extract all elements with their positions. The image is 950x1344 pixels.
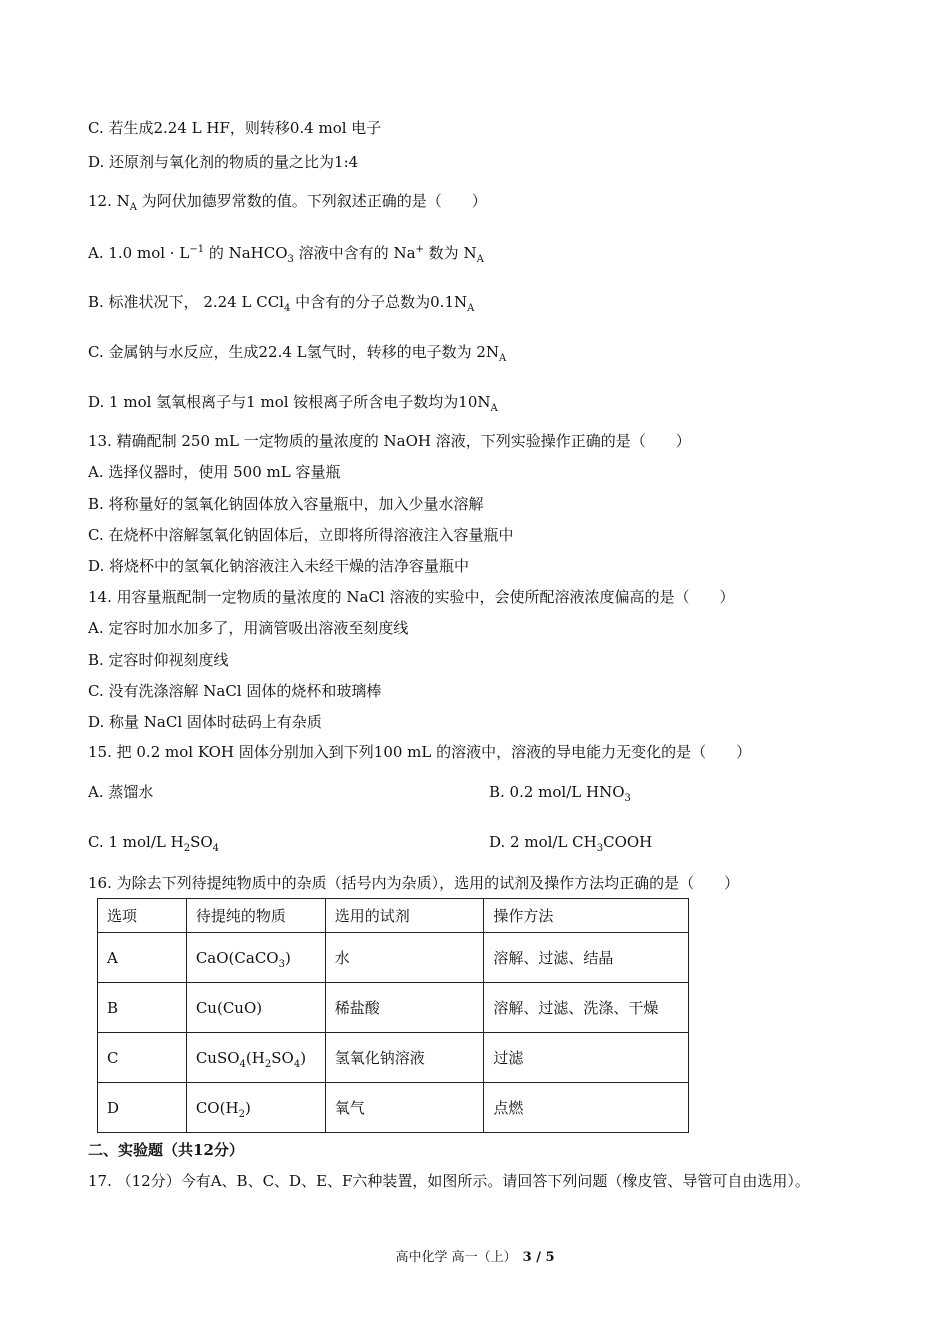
option-cell: A xyxy=(98,933,187,983)
q13-option-c: C. 在烧杯中溶解氢氧化钠固体后，立即将所得溶液注入容量瓶中 xyxy=(88,526,514,544)
q16-options-table xyxy=(97,898,689,1133)
option-cell: D xyxy=(98,1083,187,1133)
q13-option-b: B. 将称量好的氢氧化钠固体放入容量瓶中，加入少量水溶解 xyxy=(88,495,484,513)
reagent-cell: 氢氧化钠溶液 xyxy=(325,1033,484,1083)
q12-option-b: B. 标准状况下， 2.24 L CCl$_4$ 中含有的分子总数为$0.1N_A$ xyxy=(88,293,475,314)
table-header-cell: 待提纯的物质 xyxy=(186,899,325,933)
q15-option-d: D. 2 mol/L $CH_3COOH$ xyxy=(489,833,653,854)
q14-option-d: D. 称量 NaCl 固体时砝码上有杂质 xyxy=(88,713,322,731)
table-header-cell: 选项 xyxy=(98,899,187,933)
table-row xyxy=(98,1033,689,1083)
q12-option-c: C. 金属钠与水反应，生成22.4 L氢气时，转移的电子数为 $2N_A$ xyxy=(88,343,507,364)
q15-option-c: C. 1 mol/L $H_2SO_4$ xyxy=(88,833,220,854)
table-header-row xyxy=(98,899,689,933)
q14-stem: 14. 用容量瓶配制一定物质的量浓度的 NaCl 溶液的实验中，会使所配溶液浓度偏高的是（ ） xyxy=(88,588,735,606)
q15-stem: 15. 把 0.2 mol KOH 固体分别加入到下列100 mL 的溶液中，溶液的导电能力无变化的是（ ） xyxy=(88,743,752,761)
q13-option-d: D. 将烧杯中的氢氧化钠溶液注入未经干燥的洁净容量瓶中 xyxy=(88,557,470,575)
option-cell: C xyxy=(98,1033,187,1083)
option-cell: B xyxy=(98,983,187,1033)
reagent-cell: 氧气 xyxy=(325,1083,484,1133)
substance-cell: $CO(H_2)$ xyxy=(186,1083,325,1133)
q14-option-c: C. 没有洗涤溶解 NaCl 固体的烧杯和玻璃棒 xyxy=(88,682,382,700)
method-cell: 点燃 xyxy=(484,1083,689,1133)
table-row xyxy=(98,933,689,983)
q15-option-a: A. 蒸馏水 xyxy=(88,783,154,801)
q17-stem: 17. （12分）今有A、B、C、D、E、F六种装置，如图所示。请回答下列问题（橡皮管、导管可自由选用）。 xyxy=(88,1172,810,1190)
q12-stem: 12. $N_A$ 为阿伏加德罗常数的值。下列叙述正确的是（ ） xyxy=(88,192,487,213)
table-row xyxy=(98,1083,689,1133)
q13-option-a: A. 选择仪器时，使用 500 mL 容量瓶 xyxy=(88,463,341,481)
q14-option-a: A. 定容时加水加多了，用滴管吸出溶液至刻度线 xyxy=(88,619,409,637)
footer-subject: 高中化学 高一（上） xyxy=(395,1250,517,1265)
reagent-cell: 稀盐酸 xyxy=(325,983,484,1033)
method-cell: 过滤 xyxy=(484,1033,689,1083)
q11-option-c: C. 若生成2.24 L HF，则转移0.4 mol 电子 xyxy=(88,119,382,137)
page-number: 3 / 5 xyxy=(522,1250,555,1265)
q14-option-b: B. 定容时仰视刻度线 xyxy=(88,651,229,669)
table-header-cell: 选用的试剂 xyxy=(325,899,484,933)
section-heading: 二、实验题（共12分） xyxy=(88,1141,244,1159)
q15-option-b: B. 0.2 mol/L $HNO_3$ xyxy=(489,783,631,804)
q16-stem: 16. 为除去下列待提纯物质中的杂质（括号内为杂质），选用的试剂及操作方法均正确的是（ ） xyxy=(88,874,740,892)
substance-cell: CaO(CaCO$_3$) xyxy=(186,933,325,983)
table-row xyxy=(98,983,689,1033)
substance-cell: Cu(CuO) xyxy=(186,983,325,1033)
method-cell: 溶解、过滤、结晶 xyxy=(484,933,689,983)
q12-option-d: D. 1 mol 氢氧根离子与1 mol 铵根离子所含电子数均为$10N_A$ xyxy=(88,393,498,414)
reagent-cell: 水 xyxy=(325,933,484,983)
q11-option-d: D. 还原剂与氧化剂的物质的量之比为1:4 xyxy=(88,153,359,171)
method-cell: 溶解、过滤、洗涤、干燥 xyxy=(484,983,689,1033)
table-header-cell: 操作方法 xyxy=(484,899,689,933)
substance-cell: $CuSO_4(H_2SO_4)$ xyxy=(186,1033,325,1083)
q13-stem: 13. 精确配制 250 mL 一定物质的量浓度的 NaOH 溶液，下列实验操作正确的是（ ） xyxy=(88,432,691,450)
q12-option-a: A. 1.0 mol · $L^{-1}$ 的 NaHCO$_3$ 溶液中含有的 Na+ 数为 $N_A$ xyxy=(88,244,484,265)
page-footer xyxy=(0,1246,950,1265)
